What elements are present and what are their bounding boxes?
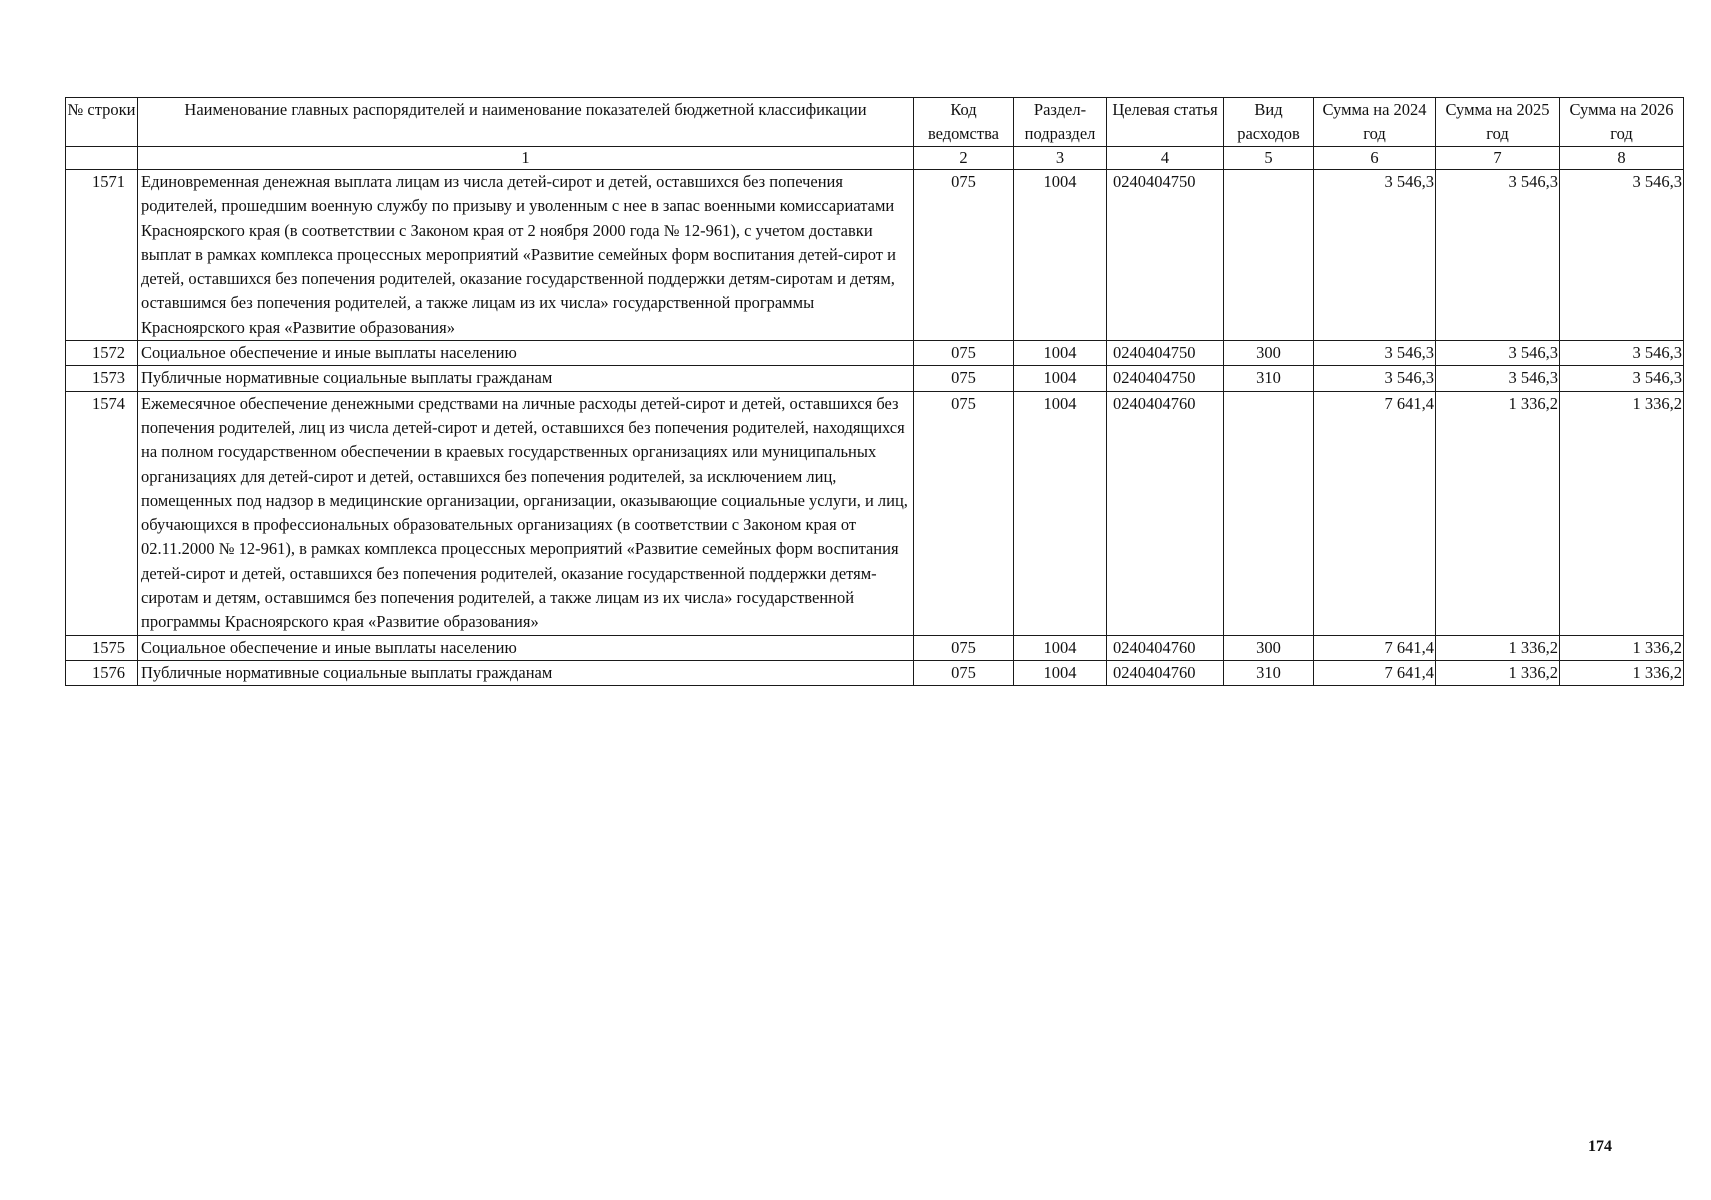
table-row — [66, 635, 1684, 660]
header-row — [66, 98, 1684, 147]
row-sum-2025: 1 336,2 — [1436, 635, 1560, 660]
table-row — [66, 341, 1684, 366]
column-number: 4 — [1107, 147, 1224, 170]
header-sum-2026: Сумма на 2026 год — [1560, 98, 1684, 147]
row-dept-code: 075 — [914, 341, 1014, 366]
row-sum-2026: 1 336,2 — [1560, 391, 1684, 635]
header-sum-2024: Сумма на 2024 год — [1314, 98, 1436, 147]
row-number: 1576 — [66, 660, 138, 685]
header-target: Целевая статья — [1107, 98, 1224, 147]
row-name: Социальное обеспечение и иные выплаты населению — [138, 635, 914, 660]
table-body — [66, 170, 1684, 686]
row-name: Ежемесячное обеспечение денежными средствами на личные расходы детей-сирот и детей, оставшихся без попечения родителей, лиц из числа детей-сирот и детей, оставшихся без попечения родителей, находящихся на полном государственном обеспечении в краевых государственных организациях или муниципальных организациях для детей-сирот и детей, оставшихся без попечения родителей, за исключением лиц, помещенных под надзор в медицинские организации, организации, оказывающие социальные услуги, и лиц, обучающихся в профессиональных образовательных организациях (в соответствии с Законом края от 02.11.2000 № 12-961), в рамках комплекса процессных мероприятий «Развитие семейных форм воспитания детей-сирот и детей, оставшихся без попечения родителей, оказание государственной поддержки детям-сиротам и детям, оставшимся без попечения родителей, а также лицам из их числа» государственной программы Красноярского края «Развитие образования» — [138, 391, 914, 635]
column-number-row — [66, 147, 1684, 170]
row-sum-2026: 3 546,3 — [1560, 366, 1684, 391]
row-name: Социальное обеспечение и иные выплаты населению — [138, 341, 914, 366]
row-target: 0240404760 — [1107, 391, 1224, 635]
table-row — [66, 170, 1684, 341]
row-dept-code: 075 — [914, 660, 1014, 685]
row-section: 1004 — [1014, 635, 1107, 660]
row-sum-2025: 3 546,3 — [1436, 170, 1560, 341]
header-section: Раздел-подраздел — [1014, 98, 1107, 147]
row-sum-2024: 7 641,4 — [1314, 635, 1436, 660]
row-expense-type: 310 — [1224, 660, 1314, 685]
row-sum-2024: 3 546,3 — [1314, 366, 1436, 391]
row-expense-type: 310 — [1224, 366, 1314, 391]
row-number: 1575 — [66, 635, 138, 660]
column-number: 1 — [138, 147, 914, 170]
row-expense-type — [1224, 391, 1314, 635]
budget-table — [65, 97, 1684, 686]
table-header — [66, 98, 1684, 170]
column-number: 2 — [914, 147, 1014, 170]
row-target: 0240404750 — [1107, 170, 1224, 341]
row-sum-2026: 3 546,3 — [1560, 170, 1684, 341]
row-name: Публичные нормативные социальные выплаты гражданам — [138, 366, 914, 391]
table-row — [66, 660, 1684, 685]
row-expense-type: 300 — [1224, 341, 1314, 366]
column-number: 8 — [1560, 147, 1684, 170]
row-sum-2024: 3 546,3 — [1314, 170, 1436, 341]
row-sum-2024: 7 641,4 — [1314, 391, 1436, 635]
column-number: 3 — [1014, 147, 1107, 170]
row-number: 1572 — [66, 341, 138, 366]
row-expense-type: 300 — [1224, 635, 1314, 660]
header-sum-2025: Сумма на 2025 год — [1436, 98, 1560, 147]
row-dept-code: 075 — [914, 366, 1014, 391]
row-name: Единовременная денежная выплата лицам из числа детей-сирот и детей, оставшихся без попечения родителей, прошедшим военную службу по призыву и уволенным с нее в запас военными комиссариатами Красноярского края (в соответствии с Законом края от 2 ноября 2000 года № 12-961), с учетом доставки выплат в рамках комплекса процессных мероприятий «Развитие семейных форм воспитания детей-сирот и детей, оставшихся без попечения родителей, оказание государственной поддержки детям-сиротам и детям, оставшимся без попечения родителей, а также лицам из их числа» государственной программы Красноярского края «Развитие образования» — [138, 170, 914, 341]
row-sum-2026: 1 336,2 — [1560, 660, 1684, 685]
row-sum-2025: 3 546,3 — [1436, 366, 1560, 391]
row-number: 1571 — [66, 170, 138, 341]
row-sum-2025: 3 546,3 — [1436, 341, 1560, 366]
row-target: 0240404750 — [1107, 341, 1224, 366]
header-expense-type: Вид расходов — [1224, 98, 1314, 147]
header-dept-code: Код ведомства — [914, 98, 1014, 147]
row-section: 1004 — [1014, 391, 1107, 635]
row-dept-code: 075 — [914, 635, 1014, 660]
row-dept-code: 075 — [914, 391, 1014, 635]
row-sum-2025: 1 336,2 — [1436, 391, 1560, 635]
row-section: 1004 — [1014, 366, 1107, 391]
row-sum-2024: 7 641,4 — [1314, 660, 1436, 685]
row-sum-2026: 3 546,3 — [1560, 341, 1684, 366]
row-section: 1004 — [1014, 170, 1107, 341]
column-number: 5 — [1224, 147, 1314, 170]
row-sum-2025: 1 336,2 — [1436, 660, 1560, 685]
column-number: 6 — [1314, 147, 1436, 170]
row-target: 0240404760 — [1107, 635, 1224, 660]
row-target: 0240404760 — [1107, 660, 1224, 685]
row-dept-code: 075 — [914, 170, 1014, 341]
row-number: 1574 — [66, 391, 138, 635]
table-row — [66, 366, 1684, 391]
header-row-no: № строки — [66, 98, 138, 147]
header-name: Наименование главных распорядителей и наименование показателей бюджетной классификации — [138, 98, 914, 147]
row-name: Публичные нормативные социальные выплаты гражданам — [138, 660, 914, 685]
column-number — [66, 147, 138, 170]
row-number: 1573 — [66, 366, 138, 391]
row-sum-2024: 3 546,3 — [1314, 341, 1436, 366]
row-sum-2026: 1 336,2 — [1560, 635, 1684, 660]
page-number: 174 — [1588, 1138, 1612, 1155]
row-section: 1004 — [1014, 341, 1107, 366]
table-row — [66, 391, 1684, 635]
row-target: 0240404750 — [1107, 366, 1224, 391]
column-number: 7 — [1436, 147, 1560, 170]
row-section: 1004 — [1014, 660, 1107, 685]
row-expense-type — [1224, 170, 1314, 341]
